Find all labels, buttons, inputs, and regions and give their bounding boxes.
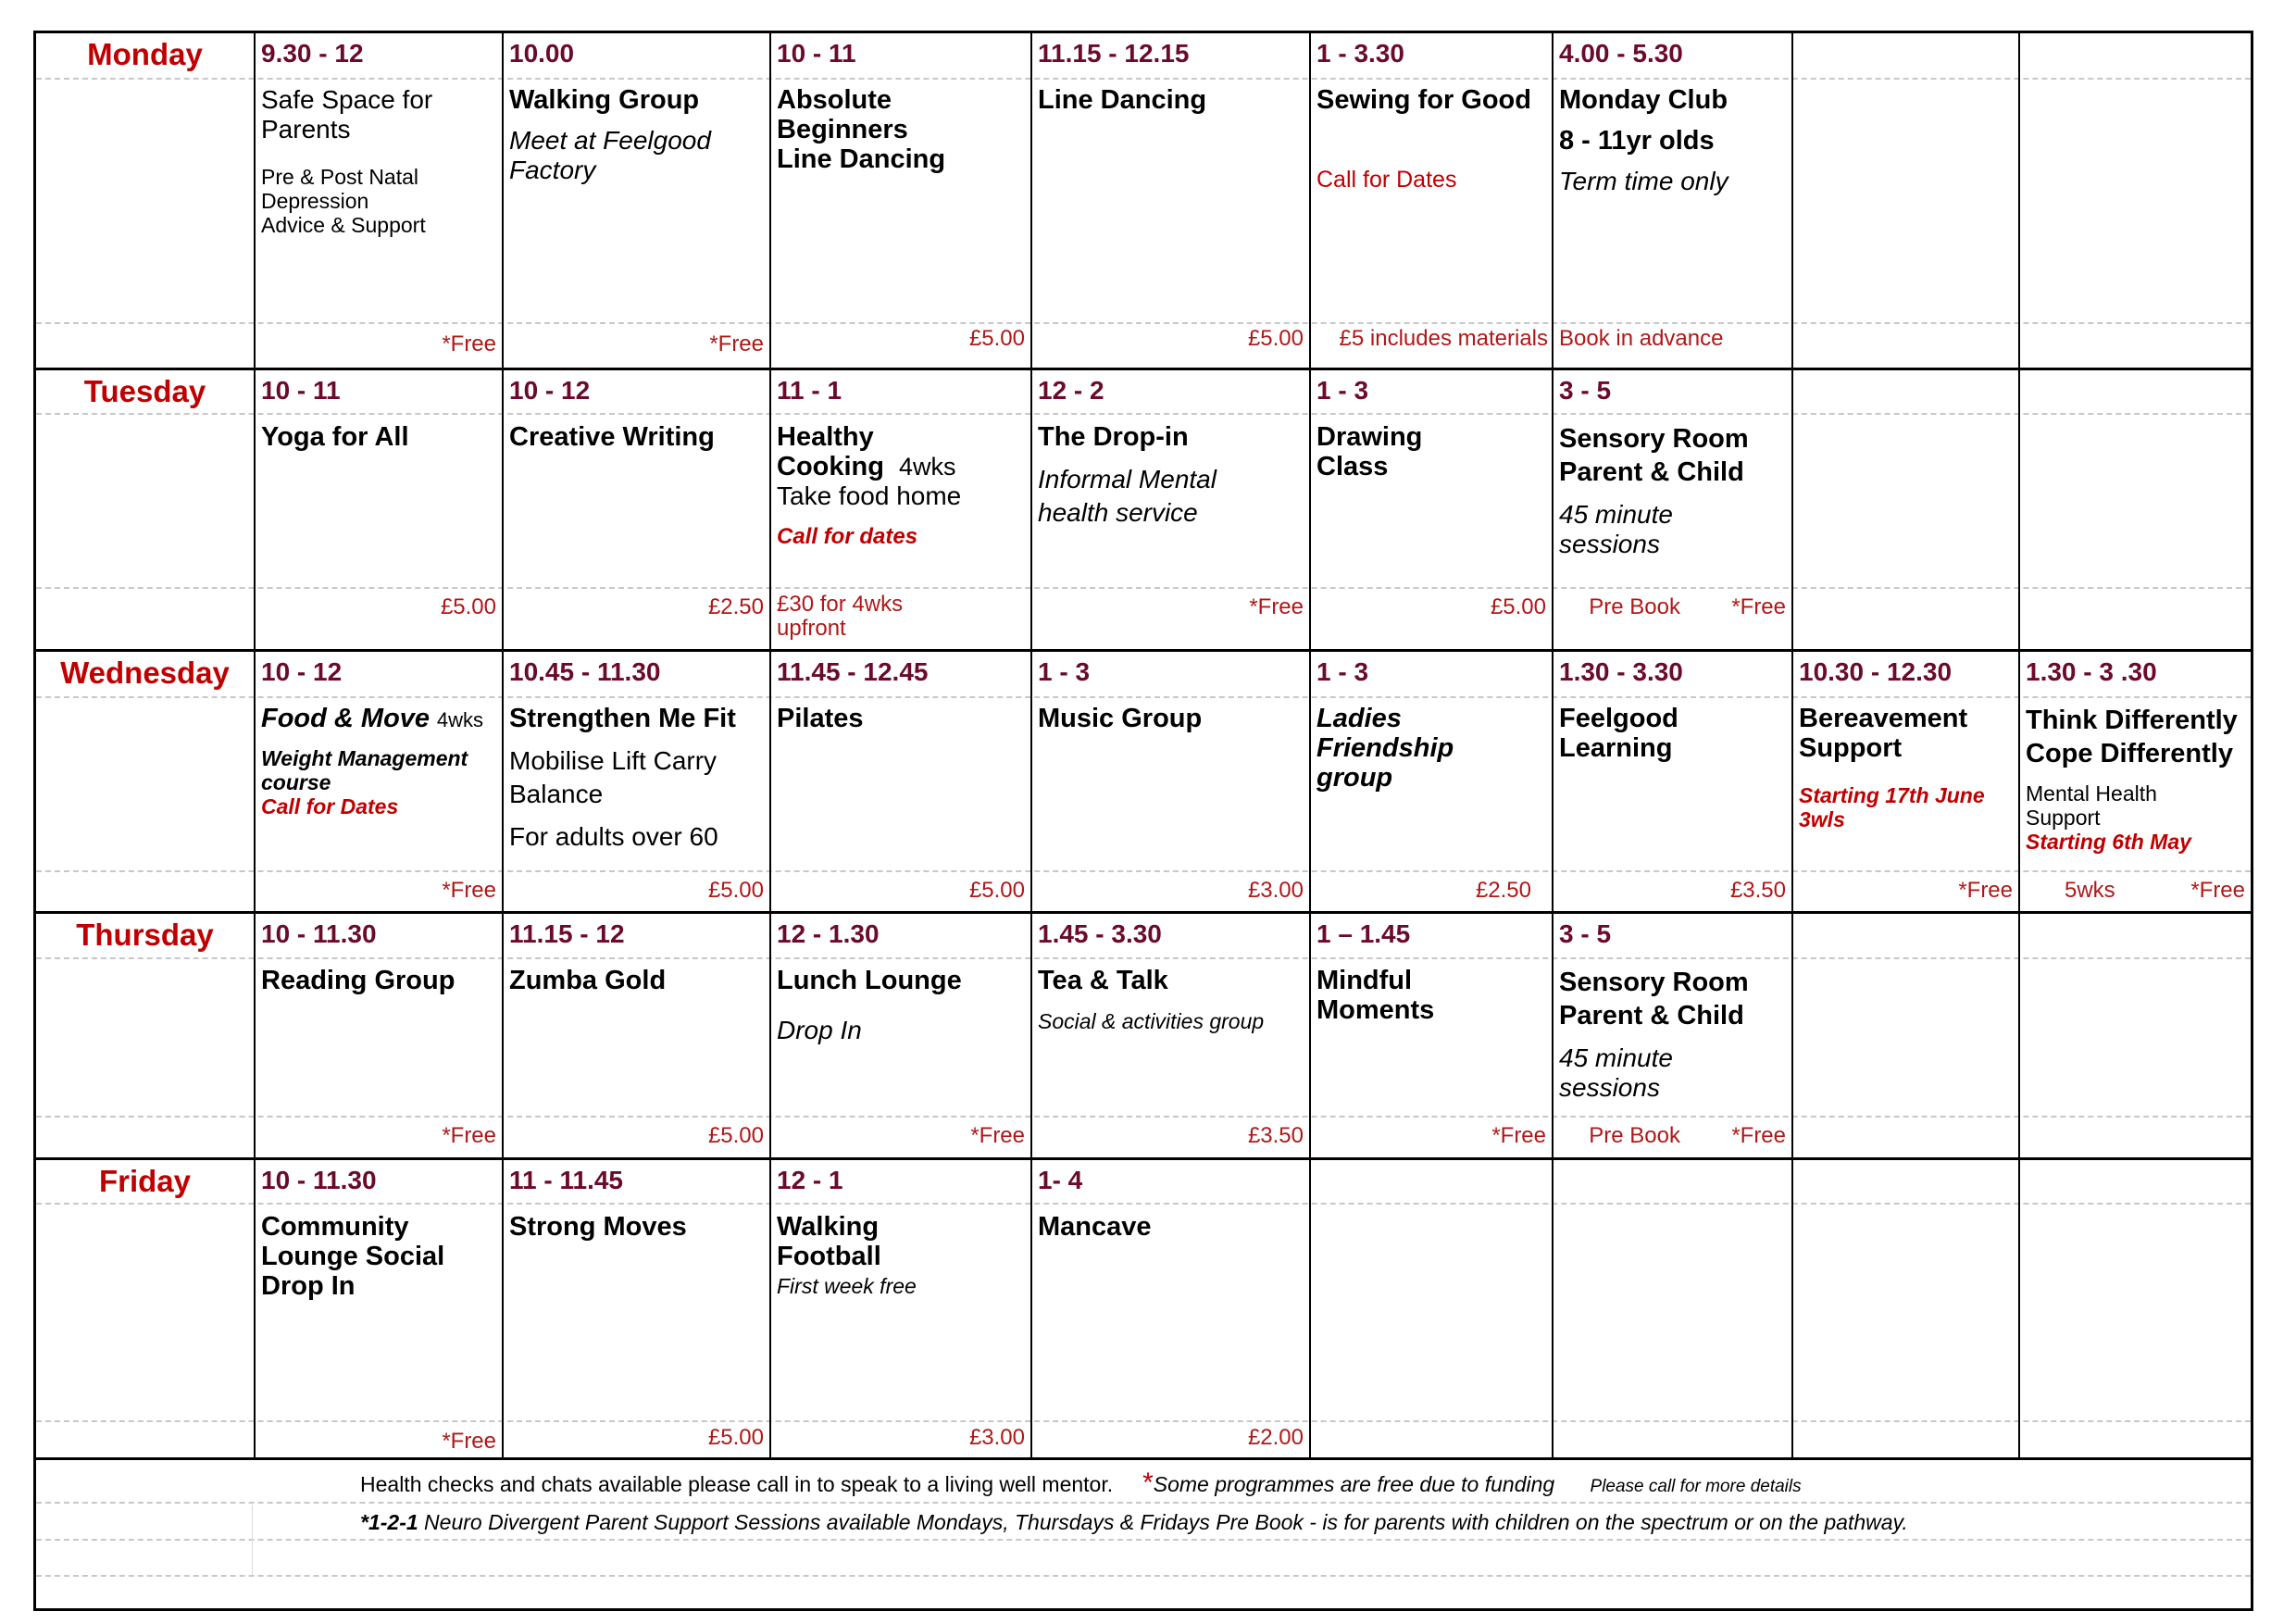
- session-duration: 4wks: [436, 708, 483, 731]
- row-thursday: [36, 914, 2251, 1160]
- session-cell: [769, 914, 1030, 1157]
- session-detail: Take food home: [777, 481, 962, 510]
- session-title: Healthy Cooking: [777, 422, 884, 481]
- session-price: £5.00: [968, 326, 1025, 351]
- funding-note: Some programmes are free due to funding: [1153, 1472, 1555, 1496]
- session-cell: [502, 33, 769, 368]
- session-title: Absolute Beginners Line Dancing: [777, 85, 946, 174]
- row-monday: [36, 33, 2251, 370]
- row-friday: [36, 1160, 2251, 1460]
- session-cell: [1030, 370, 1309, 649]
- session-title: Tea & Talk: [1038, 966, 1168, 995]
- session-time: 1 - 3: [1316, 657, 1369, 686]
- session-cell: [1552, 652, 1791, 911]
- session-note: First week free: [777, 1274, 917, 1298]
- session-title: Lunch Lounge: [777, 966, 962, 995]
- empty-cell: [2018, 914, 2251, 1157]
- session-time: 1.30 - 3.30: [1559, 657, 1683, 686]
- session-price: *Free: [442, 1429, 496, 1454]
- session-title: Community Lounge Social Drop In: [261, 1212, 445, 1301]
- session-price: *Free: [970, 1123, 1025, 1148]
- session-detail: Mental Health Support: [2026, 781, 2157, 830]
- empty-cell: [2018, 370, 2251, 649]
- session-note: Call for Dates: [1316, 167, 1457, 193]
- session-price: £3.00: [968, 1425, 1025, 1450]
- health-checks-note: Health checks and chats available please call in to speak to a living well mentor.: [360, 1472, 1114, 1496]
- day-cell-monday: [36, 33, 254, 368]
- day-label: Thursday: [76, 918, 214, 952]
- session-title: Walking Group: [509, 85, 700, 115]
- session-title: Line Dancing: [1038, 85, 1207, 115]
- session-booking: Pre Book: [1589, 594, 1680, 619]
- session-cell: [769, 370, 1030, 649]
- empty-cell: [1309, 1160, 1552, 1457]
- session-cell: [1309, 370, 1552, 649]
- row-wednesday: [36, 652, 2251, 914]
- session-price: *Free: [442, 1123, 496, 1148]
- session-time: 10.00: [509, 39, 575, 68]
- session-title: Sewing for Good: [1316, 85, 1531, 115]
- session-time: 1.45 - 3.30: [1038, 919, 1162, 948]
- session-cell: [769, 652, 1030, 911]
- row-tuesday: [36, 370, 2251, 652]
- day-cell-wednesday: [36, 652, 254, 911]
- session-time: 12 - 2: [1038, 376, 1104, 405]
- session-time: 10 - 11.30: [261, 919, 377, 948]
- session-time: 10 - 11: [777, 39, 856, 68]
- session-cell: [254, 652, 502, 911]
- session-price: £2.00: [1247, 1425, 1304, 1450]
- day-label: Friday: [98, 1164, 192, 1198]
- session-note: Informal Mental health service: [1038, 465, 1217, 527]
- session-time: 11.15 - 12: [509, 919, 625, 948]
- session-price: *Free: [442, 331, 496, 356]
- session-note: Starting 6th May: [2026, 830, 2191, 854]
- session-price: *Free: [2190, 878, 2245, 903]
- day-cell-thursday: [36, 914, 254, 1157]
- session-booking: Pre Book: [1589, 1123, 1680, 1148]
- session-note: Drop In: [777, 1016, 862, 1044]
- session-price: £5.00: [440, 594, 496, 619]
- session-time: 3 - 5: [1559, 919, 1612, 948]
- session-price: £3.50: [1247, 1123, 1304, 1148]
- session-price: *Free: [1731, 594, 1786, 619]
- session-subtitle: 8 - 11yr olds: [1559, 126, 1715, 156]
- session-cell: [502, 370, 769, 649]
- session-title: Think Differently Cope Differently: [2026, 706, 2238, 768]
- day-label: Tuesday: [83, 374, 206, 408]
- footer-notes: [36, 1456, 2251, 1608]
- session-title: Mancave: [1038, 1212, 1152, 1242]
- session-time: 11 - 11.45: [509, 1166, 624, 1194]
- session-duration: 5wks: [2065, 878, 2115, 903]
- session-time: 11 - 1: [777, 376, 842, 405]
- session-price: *Free: [1731, 1123, 1786, 1148]
- session-cell: [769, 33, 1030, 368]
- session-cell: [769, 1160, 1030, 1457]
- session-time: 4.00 - 5.30: [1559, 39, 1683, 68]
- session-price: *Free: [442, 878, 496, 903]
- empty-cell: [2018, 33, 2251, 368]
- session-title: Strengthen Me Fit: [509, 704, 736, 733]
- session-title: Food & Move: [261, 704, 430, 733]
- session-cell: [1309, 33, 1552, 368]
- session-price: *Free: [1491, 1123, 1546, 1148]
- session-price: £3.00: [1247, 878, 1304, 903]
- session-cell: [1552, 33, 1791, 368]
- session-title: Reading Group: [261, 966, 455, 995]
- session-time: 11.15 - 12.15: [1038, 39, 1190, 68]
- session-price: £2.50: [707, 594, 764, 619]
- session-title: Ladies Friendship group: [1316, 704, 1454, 793]
- session-time: 1 – 1.45: [1316, 919, 1411, 948]
- session-title: Sensory Room Parent & Child: [1559, 968, 1749, 1031]
- session-price: £5.00: [707, 1425, 764, 1450]
- empty-cell: [1791, 914, 2018, 1157]
- session-cell: [502, 914, 769, 1157]
- session-cell: [1309, 652, 1552, 911]
- empty-cell: [2018, 1160, 2251, 1457]
- session-note: 45 minute sessions: [1559, 1043, 1673, 1102]
- session-time: 10 - 11: [261, 376, 341, 405]
- day-cell-friday: [36, 1160, 254, 1457]
- empty-cell: [1552, 1160, 1791, 1457]
- session-time: 12 - 1: [777, 1166, 843, 1194]
- neuro-note: Neuro Divergent Parent Support Sessions available Mondays, Thursdays & Fridays Pre Book - is for parents with children on the spectrum or on the pathway.: [424, 1510, 1908, 1534]
- session-cell: [502, 1160, 769, 1457]
- session-title: Walking Football: [777, 1212, 881, 1271]
- session-time: 1 - 3: [1038, 657, 1091, 686]
- session-time: 3 - 5: [1559, 376, 1612, 405]
- session-time: 10 - 12: [509, 376, 591, 405]
- session-price: £30 for 4wks upfront: [777, 592, 904, 641]
- session-time: 9.30 - 12: [261, 39, 364, 68]
- empty-cell: [1791, 1160, 2018, 1457]
- footer-line-2: [360, 1510, 1908, 1535]
- session-time: 10 - 11.30: [261, 1166, 377, 1194]
- session-cell: [502, 652, 769, 911]
- session-detail: Depression: [261, 189, 369, 213]
- session-time: 1 - 3: [1316, 376, 1369, 405]
- session-price: £5.00: [1247, 326, 1304, 351]
- weekly-timetable: [33, 31, 2253, 1611]
- session-title: Strong Moves: [509, 1212, 687, 1242]
- session-cell: [254, 914, 502, 1157]
- session-detail: For adults over 60: [509, 822, 718, 851]
- session-cell: [1030, 652, 1309, 911]
- session-title: Sensory Room Parent & Child: [1559, 424, 1749, 487]
- neuro-prefix: *1-2-1: [360, 1510, 418, 1534]
- session-note: Call for Dates: [261, 794, 399, 818]
- session-time: 10.30 - 12.30: [1799, 657, 1953, 686]
- session-time: 1.30 - 3 .30: [2026, 657, 2157, 686]
- session-price: £3.50: [1729, 878, 1786, 903]
- session-price: *Free: [1958, 878, 2013, 903]
- session-price: £5.00: [707, 878, 764, 903]
- call-note: Please call for more details: [1590, 1477, 1802, 1496]
- session-title: Safe Space for Parents: [261, 85, 433, 144]
- session-detail: Pre & Post Natal: [261, 165, 419, 189]
- session-title: Creative Writing: [509, 422, 715, 452]
- footer-line-1: [360, 1468, 1802, 1499]
- session-detail: Mobilise Lift Carry Balance: [509, 746, 718, 808]
- session-time: 11.45 - 12.45: [777, 657, 929, 686]
- session-note: 45 minute sessions: [1559, 500, 1673, 558]
- session-detail: Advice & Support: [261, 213, 426, 237]
- session-price: £5.00: [968, 878, 1025, 903]
- session-title: Feelgood Learning: [1559, 704, 1678, 763]
- session-price: £5.00: [1490, 594, 1546, 619]
- session-time: 10 - 12: [261, 657, 343, 686]
- session-title: Zumba Gold: [509, 966, 667, 995]
- session-price: £5 includes materials: [1339, 326, 1548, 351]
- session-title: Drawing Class: [1316, 422, 1423, 481]
- session-cell: [254, 33, 502, 368]
- session-title: Bereavement Support: [1799, 704, 1968, 763]
- session-time: 1- 4: [1038, 1166, 1083, 1194]
- session-cell: [1030, 33, 1309, 368]
- asterisk-icon: *: [1142, 1468, 1154, 1498]
- session-duration: 4wks: [899, 453, 956, 481]
- session-time: 12 - 1.30: [777, 919, 880, 948]
- session-title: Yoga for All: [261, 422, 409, 452]
- session-note: Meet at Feelgood Factory: [509, 126, 711, 184]
- day-cell-tuesday: [36, 370, 254, 649]
- day-label: Wednesday: [60, 656, 230, 690]
- session-price: *Free: [709, 331, 764, 356]
- session-price: £5.00: [707, 1123, 764, 1148]
- session-cell: [1552, 370, 1791, 649]
- session-cell: [254, 1160, 502, 1457]
- session-cell: [254, 370, 502, 649]
- session-note: Call for dates: [777, 524, 918, 549]
- session-title: Monday Club: [1559, 85, 1728, 115]
- session-title: Music Group: [1038, 704, 1203, 733]
- session-cell: [2018, 652, 2251, 911]
- session-time: 10.45 - 11.30: [509, 657, 661, 686]
- session-cell: [1791, 652, 2018, 911]
- session-subtitle: Weight Management course: [261, 746, 468, 794]
- session-title: The Drop-in: [1038, 422, 1189, 452]
- session-cell: [1552, 914, 1791, 1157]
- empty-cell: [1791, 370, 2018, 649]
- session-cell: [1309, 914, 1552, 1157]
- session-cell: [1030, 914, 1309, 1157]
- session-cell: [1030, 1160, 1309, 1457]
- session-price: £2.50: [1475, 878, 1531, 903]
- session-note: Starting 17th June 3wls: [1799, 783, 1985, 831]
- empty-cell: [1791, 33, 2018, 368]
- session-title: Mindful Moments: [1316, 966, 1435, 1025]
- session-time: 1 - 3.30: [1316, 39, 1404, 68]
- session-title: Pilates: [777, 704, 864, 733]
- session-booking: Book in advance: [1559, 326, 1724, 351]
- session-price: *Free: [1249, 594, 1304, 619]
- session-note: Social & activities group: [1038, 1009, 1265, 1033]
- session-note: Term time only: [1559, 167, 1728, 195]
- day-label: Monday: [87, 37, 203, 71]
